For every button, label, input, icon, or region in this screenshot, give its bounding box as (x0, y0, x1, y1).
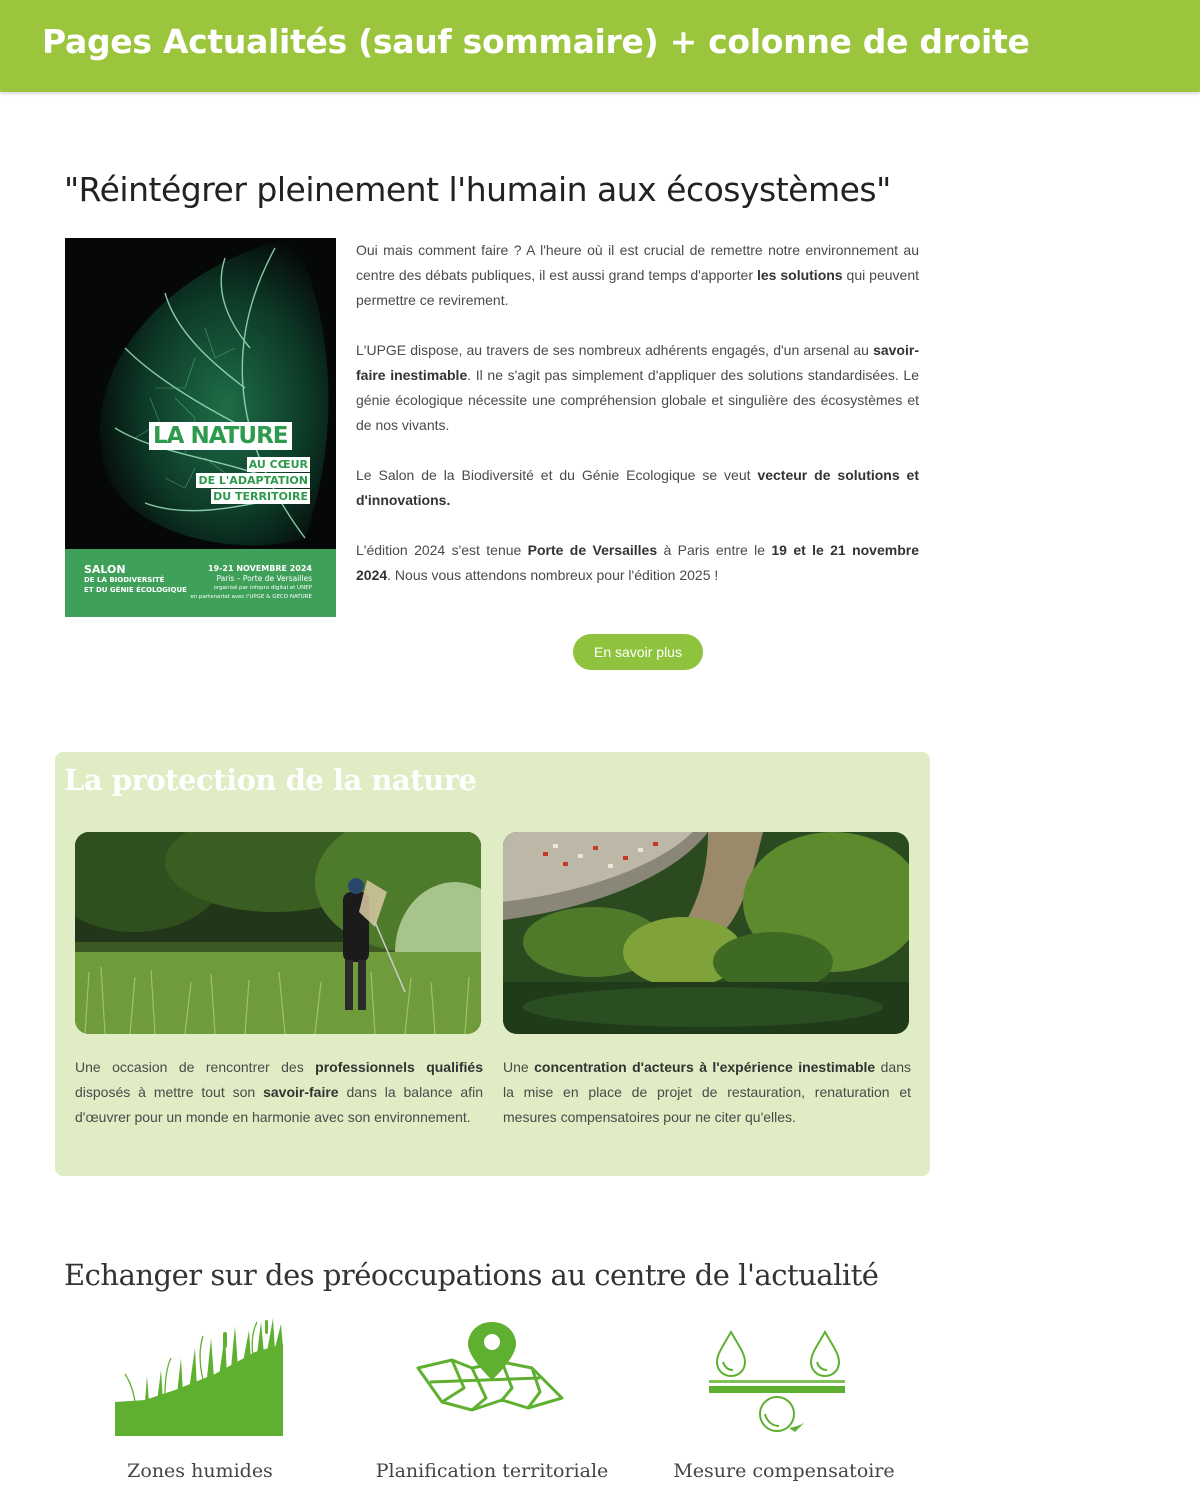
article-paragraph (356, 463, 919, 513)
poster-headline: LA NATURE (149, 422, 292, 450)
article-paragraph (356, 538, 919, 588)
emphasis-text: vecteur de solutions et d'innovations. (356, 467, 920, 508)
article-title: "Réintégrer pleinement l'humain aux écosystèmes" (64, 170, 891, 209)
text-run: à Paris entre le (657, 542, 772, 558)
text-run: Le Salon de la Biodiversité et du Génie Ecologique se veut (356, 467, 758, 483)
banner-title: Pages Actualités (sauf sommaire) + colonne de droite (42, 22, 1030, 61)
salon-line: DE LA BIODIVERSITÉ (84, 576, 165, 584)
text-run: dans la mise en place de projet de restauration, renaturation et mesures compensatoires pour ne citer qu'elles. (503, 1059, 911, 1125)
text-run: L'édition 2024 s'est tenue (356, 542, 528, 558)
text-run: L'UPGE dispose, au travers de ses nombreux adhérents engagés, d'un arsenal au (356, 342, 874, 358)
text-run: Oui mais comment faire ? A l'heure où il est crucial de remettre notre environnement au centre des débats publiques, il est aussi grand temps d'apporter (356, 242, 919, 283)
field-survey-photo (75, 832, 481, 1034)
emphasis-text: professionnels qualifiés (315, 1059, 483, 1075)
emphasis-text: les solutions (756, 267, 843, 283)
topic-label: Zones humides (127, 1460, 273, 1482)
text-run: . Nous vous attendons nombreux pour l'édition 2025 ! (387, 567, 719, 583)
salon-poster-image[interactable] (65, 238, 336, 617)
poster-place: Paris – Porte de Versailles (216, 574, 312, 583)
aerial-site-photo (503, 832, 909, 1034)
protection-title: La protection de la nature (64, 763, 477, 797)
poster-sub-line: DU TERRITOIRE (213, 490, 308, 503)
text-run: disposés à mettre tout son (75, 1084, 264, 1100)
text-run: Une (503, 1059, 535, 1075)
learn-more-button[interactable]: En savoir plus (573, 634, 703, 670)
topic-wetlands[interactable] (80, 1318, 320, 1482)
map-pin-icon (412, 1318, 572, 1428)
topic-label: Planification territoriale (375, 1460, 609, 1482)
article-paragraph (356, 338, 919, 438)
text-run: dans la balance afin d'œuvrer pour un monde en harmonie avec son environnement. (75, 1084, 483, 1125)
protection-text-right (503, 1055, 911, 1130)
poster-sub-line: DE L'ADAPTATION (198, 474, 308, 487)
article-body (356, 238, 919, 613)
poster-subheadline (196, 457, 310, 505)
emphasis-text: concentration d'acteurs à l'expérience inestimable (534, 1059, 876, 1075)
poster-sub-line: AU CŒUR (248, 458, 308, 471)
article-paragraph (356, 238, 919, 313)
emphasis-text: savoir-faire inestimable (356, 342, 919, 383)
protection-text-left (75, 1055, 483, 1130)
exchange-title: Echanger sur des préoccupations au centre de l'actualité (64, 1258, 879, 1292)
emphasis-text: 19 et le 21 novembre 2024 (356, 542, 919, 583)
protection-panel (55, 752, 930, 1176)
emphasis-text: savoir-faire (263, 1084, 339, 1100)
salon-line: SALON (84, 563, 126, 576)
text-run: . Il ne s'agit pas simplement d'appliquer des solutions standardisées. Le génie écologique nécessite une compréhension globale et singulière des écosystèmes et de nos vivants. (356, 367, 919, 433)
poster-event-info (190, 564, 312, 602)
top-banner (0, 0, 1200, 92)
topic-compensation-measure[interactable] (664, 1318, 904, 1482)
text-run: qui peuvent permettre ce revirement. (356, 267, 919, 308)
poster-salon-name (84, 564, 187, 595)
poster-organiser: organisé par infopro digital et UNEP (213, 585, 312, 591)
topic-territorial-planning[interactable] (372, 1318, 612, 1482)
emphasis-text: Porte de Versailles (527, 542, 658, 558)
topic-label: Mesure compensatoire (673, 1460, 895, 1482)
balance-drops-icon (709, 1318, 859, 1438)
poster-partner: en partenariat avec l'UPGE & GECO NATURE (190, 594, 312, 600)
salon-line: ET DU GÉNIE ÉCOLOGIQUE (84, 586, 187, 594)
reeds-icon (115, 1318, 285, 1438)
text-run: Une occasion de rencontrer des (75, 1059, 316, 1075)
poster-dates: 19-21 NOVEMBRE 2024 (207, 564, 312, 573)
